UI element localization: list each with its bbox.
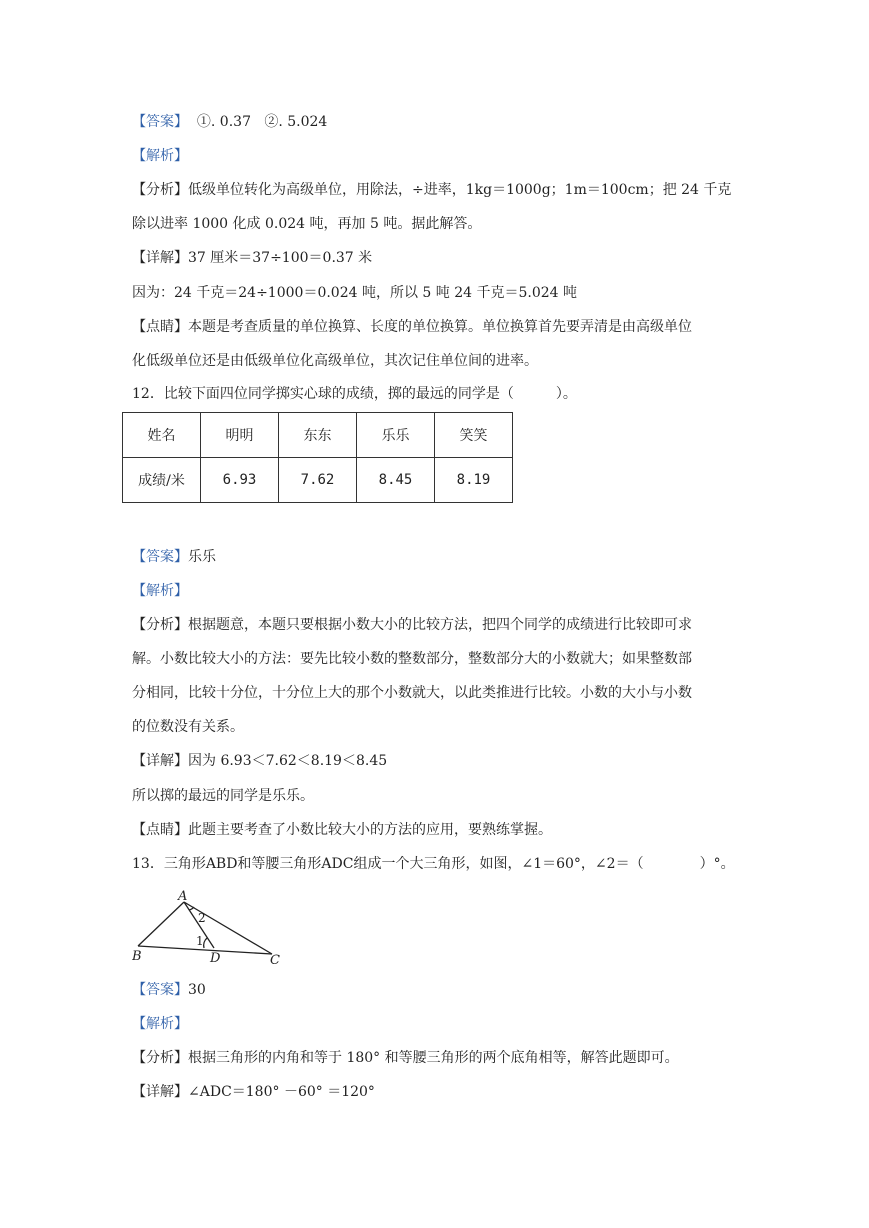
- table-header-row: [123, 413, 513, 458]
- triangle-figure: [132, 890, 292, 966]
- q11-answer-line: [132, 112, 752, 132]
- q12-question: 12．比较下面四位同学掷实心球的成绩，掷的最远的同学是（ ）。: [132, 386, 577, 402]
- q12-analysis-tag-line: [132, 581, 752, 601]
- fenxi-text: 低级单位转化为高级单位，用除法，÷进率，1kg＝1000g；1m＝100cm；把 24 千克: [188, 182, 732, 198]
- angle2-arc: [189, 907, 194, 910]
- answer-tag: 【答案】: [132, 982, 188, 998]
- fenxi-tag: 【分析】: [132, 182, 188, 198]
- label-b: B: [132, 949, 142, 964]
- q12-xiangjie-line2: 所以掷的最远的同学是乐乐。: [132, 788, 314, 804]
- label-angle1: 1: [196, 934, 204, 948]
- fenxi-text: 根据题意，本题只要根据小数大小的比较方法，把四个同学的成绩进行比较即可求: [188, 617, 692, 633]
- q12-fenxi-line3: 分相同，比较十分位，十分位上大的那个小数就大，以此类推进行比较。小数的大小与小数: [132, 685, 692, 701]
- q11-xiangjie-line1: [132, 248, 752, 268]
- answer-text: 30: [188, 982, 206, 998]
- q12-answer-line: [132, 547, 752, 567]
- table-cell: 7.62: [279, 458, 357, 503]
- analysis-tag: 【解析】: [132, 583, 188, 599]
- label-d: D: [210, 951, 221, 966]
- fenxi-tag: 【分析】: [132, 1050, 188, 1066]
- answer-tag: 【答案】: [132, 114, 188, 130]
- q12-fenxi-line1: [132, 615, 752, 635]
- label-a: A: [178, 890, 188, 904]
- analysis-tag: 【解析】: [132, 1016, 188, 1032]
- q11-xiangjie-line2: 因为：24 千克＝24÷1000＝0.024 吨，所以 5 吨 24 千克＝5.024 吨: [132, 285, 578, 301]
- dianjing-tag: 【点睛】: [132, 319, 188, 335]
- xiangjie-tag: 【详解】: [132, 753, 188, 769]
- dianjing-text: 此题主要考查了小数比较大小的方法的应用，要熟练掌握。: [188, 822, 552, 838]
- q11-fenxi-line2: 除以进率 1000 化成 0.024 吨，再加 5 吨。据此解答。: [132, 216, 482, 232]
- xiangjie-text: ∠ADC＝180° －60° ＝120°: [188, 1084, 375, 1100]
- q13-fenxi-line1: [132, 1048, 752, 1068]
- segment-bc: [138, 946, 272, 954]
- table-cell: 东东: [279, 413, 357, 458]
- fenxi-text: 根据三角形的内角和等于 180° 和等腰三角形的两个底角相等，解答此题即可。: [188, 1050, 679, 1066]
- angle1-arc: [204, 938, 207, 948]
- q13-analysis-tag-line: [132, 1014, 752, 1034]
- xiangjie-tag: 【详解】: [132, 250, 188, 266]
- xiangjie-text: 因为 6.93＜7.62＜8.19＜8.45: [188, 753, 388, 769]
- table-cell: 乐乐: [357, 413, 435, 458]
- label-c: C: [270, 953, 280, 966]
- scores-table: [122, 412, 513, 503]
- answer-tag: 【答案】: [132, 549, 188, 565]
- answer-text: 乐乐: [188, 549, 216, 565]
- label-angle2: 2: [198, 911, 206, 925]
- q13-answer-line: [132, 980, 752, 1000]
- table-cell: 8.19: [435, 458, 513, 503]
- q11-dianjing-line1: [132, 317, 752, 337]
- q12-fenxi-line4: 的位数没有关系。: [132, 719, 244, 735]
- table-cell: 8.45: [357, 458, 435, 503]
- q11-analysis-tag-line: [132, 146, 752, 166]
- table-row: [123, 458, 513, 503]
- answer-text: ①. 0.37 ②. 5.024: [188, 114, 328, 130]
- table-cell: 姓名: [123, 413, 201, 458]
- table-cell: 成绩/米: [123, 458, 201, 503]
- dianjing-text: 本题是考查质量的单位换算、长度的单位换算。单位换算首先要弄清是由高级单位: [188, 319, 692, 335]
- dianjing-tag: 【点睛】: [132, 822, 188, 838]
- q12-dianjing-line1: [132, 820, 752, 840]
- table-cell: 笑笑: [435, 413, 513, 458]
- fenxi-tag: 【分析】: [132, 617, 188, 633]
- q12-xiangjie-line1: [132, 751, 752, 771]
- analysis-tag: 【解析】: [132, 148, 188, 164]
- table-cell: 6.93: [201, 458, 279, 503]
- q13-xiangjie-line1: [132, 1082, 752, 1102]
- segment-ab: [138, 902, 184, 946]
- q11-dianjing-line2: 化低级单位还是由低级单位化高级单位，其次记住单位间的进率。: [132, 353, 538, 369]
- xiangjie-tag: 【详解】: [132, 1084, 188, 1100]
- q12-fenxi-line2: 解。小数比较大小的方法：要先比较小数的整数部分，整数部分大的小数就大；如果整数部: [132, 651, 692, 667]
- q11-fenxi-line1: [132, 180, 752, 200]
- xiangjie-text: 37 厘米＝37÷100＝0.37 米: [188, 250, 373, 266]
- q13-question: 13．三角形ABD和等腰三角形ADC组成一个大三角形，如图，∠1＝60°，∠2＝（ ）°。: [132, 856, 735, 872]
- table-cell: 明明: [201, 413, 279, 458]
